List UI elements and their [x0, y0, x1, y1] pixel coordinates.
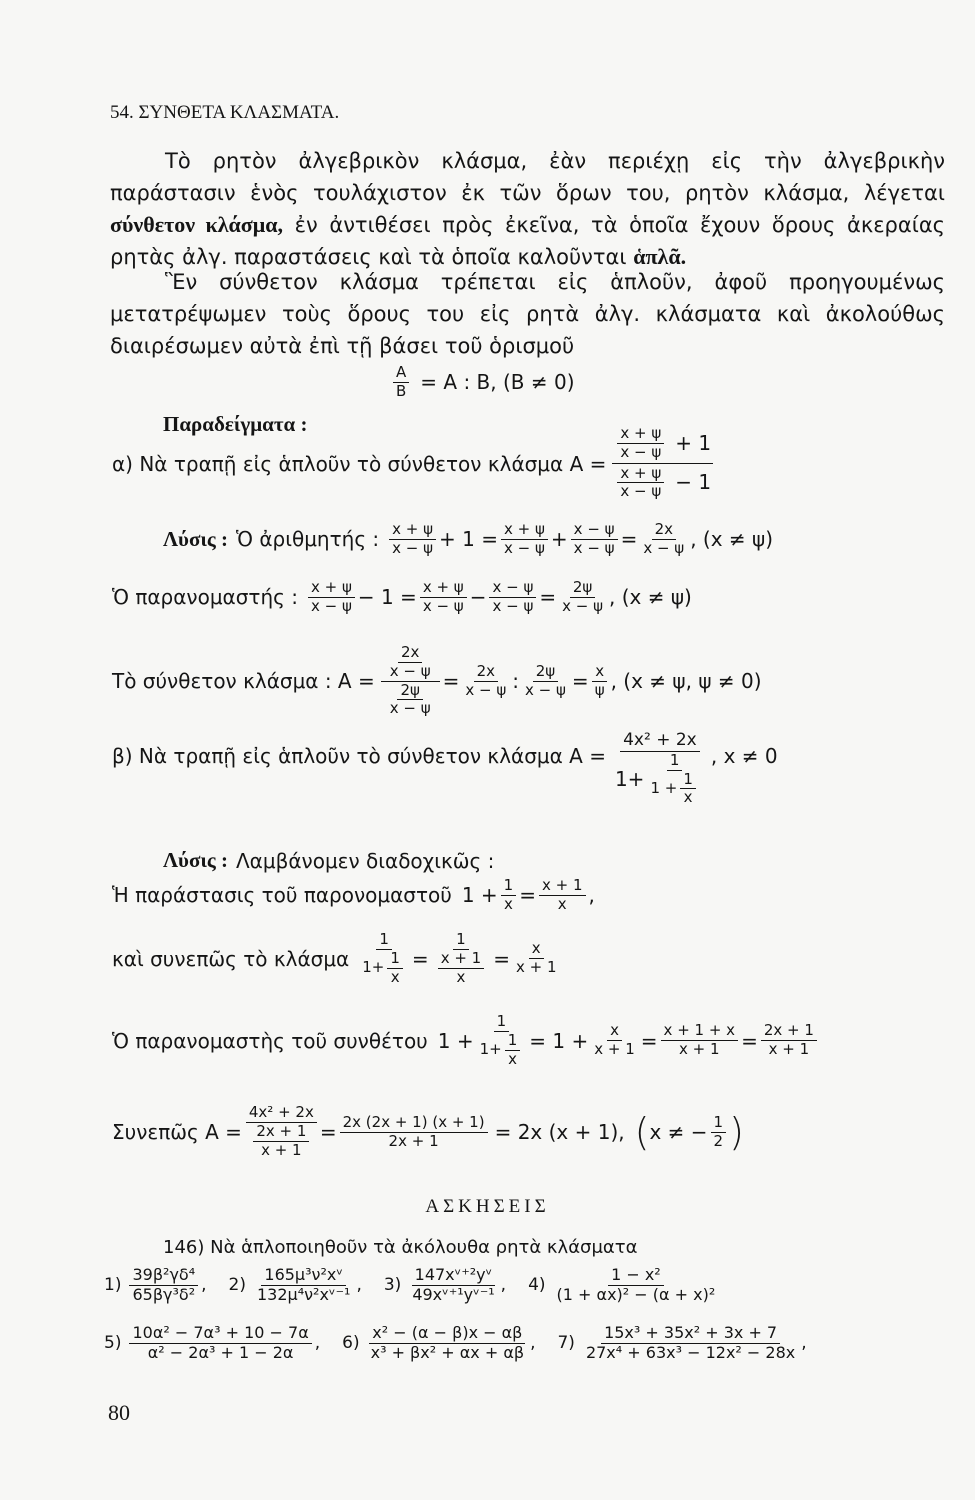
example-b-line-2: καὶ συνεπῶς τὸ κλάσμα 1 1+ $\frac{1}{x}$ = $\frac{1}{\frac{x + 1}{x}}$ = $\frac{x}{x + 1}$: [112, 930, 557, 986]
exercise-denominator: α² − 2α³ + 1 − 2α: [147, 1342, 294, 1362]
intro-paragraph: [110, 145, 945, 273]
example-b-line-4: Συνεπῶς A = $\frac{\text{4x² + 2x}}{\frac{2x + 1}{x + 1}}$ = $\frac{2x (2x + 1) (x + 1)}{2x + 1}$ = 2x (x + 1), ( x ≠ − $\frac{1}{2}$ ): [112, 1103, 744, 1159]
exercise-fraction: [129, 1325, 311, 1362]
term-compound-fraction: σύνθετον κλάσμα,: [110, 212, 284, 237]
exercise-fraction: [583, 1325, 798, 1362]
exercise-denominator: x³ + βx² + αx + αβ: [370, 1342, 525, 1362]
example-a-compound-fraction: $\frac{x + \psi}{x - \psi}$ + 1 $\frac{x + \psi}{x - \psi}$ − 1: [612, 426, 713, 500]
exercises-title: ΑΣΚΗΣΕΙΣ: [425, 1196, 550, 1217]
exercise-row-1: [104, 1267, 721, 1304]
intro-text-2: ἐν ἀντιθέσει πρὸς ἐκεῖνα, τὰ ὁποῖα ἔχουν ὅρους ἀκεραίας ρητὰς ἀλγ. παραστάσεις καὶ τὰ ὁποῖα καλοῦνται: [110, 213, 945, 269]
example-b-statement: β) Νὰ τραπῇ εἰς ἁπλοῦν τὸ σύνθετον κλάσμα A = 4x² + 2x 1+ 1 1 + $\frac{1}{x}$ , x ≠ 0: [112, 730, 778, 807]
examples-label: Παραδείγματα :: [163, 412, 308, 436]
rule-paragraph: Ἓν σύνθετον κλάσμα τρέπεται εἰς ἁπλοῦν, ἀφοῦ προηγουμένως μετατρέψωμεν τοὺς ὅρους του εἰς ρητὰ ἀλγ. κλάσματα καὶ ἀκολούθως διαιρέσωμεν αὐτὰ ἐπὶ τῇ βάσει τοῦ ὁρισμοῦ: [110, 270, 945, 358]
exercise-denominator: 65βγ³δ²: [132, 1284, 196, 1304]
exercise-numerator: 165μ³ν²xᵛ: [261, 1267, 346, 1286]
exercise-denominator: 49xᵛ⁺¹yᵛ⁻¹: [412, 1284, 495, 1304]
exercise-fraction: [368, 1325, 527, 1362]
example-a-numerator-solution: Λύσις : Ὁ ἀριθμητής : $\frac{x + \psi}{x - \psi}$ + 1 = $\frac{x + \psi}{x - \psi}$ + $\frac{x - \psi}{x - \psi}$ = $\frac{2x}{x - \psi}$ , (x ≠ ψ): [163, 520, 774, 557]
exercise-numerator: 1 − x²: [608, 1267, 664, 1286]
example-b-solution-label: Λύσις : Λαμβάνομεν διαδοχικῶς :: [163, 848, 495, 873]
exercise-row-2: [104, 1325, 807, 1362]
exercise-item: 1) $\frac{\text{39β²γδ⁴}}{\text{65βγ³δ²}}$ ,: [104, 1265, 207, 1304]
exercise-numerator: x² − (α − β)x − αβ: [369, 1325, 525, 1344]
condition-parenthesis: ( x ≠ − $\frac{1}{2}$ ): [634, 1110, 744, 1154]
example-b-line-3: Ὁ παρανομαστὴς τοῦ συνθέτου 1 + 1 1+ $\frac{1}{x}$ = 1 + $\frac{x}{x + 1}$ = $\frac{x + 1 + x}{x + 1}$ = $\frac{2x + 1}{x + 1}$: [112, 1014, 820, 1067]
definition-fraction: [393, 365, 409, 400]
exercise-fraction: [254, 1267, 353, 1304]
page-number: 80: [108, 1400, 130, 1425]
exercise-item: 2) $\frac{\text{165μ³ν²xᵛ}}{\text{132μ⁴ν²xᵛ⁻¹}}$ ,: [228, 1265, 362, 1304]
example-b-line-1: Ἡ παράστασις τοῦ παρονομαστοῦ 1 + $\frac{1}{x}$ = $\frac{x + 1}{x}$ ,: [112, 876, 595, 913]
exercise-number: 6): [342, 1333, 360, 1354]
definition-denominator: B: [396, 381, 407, 400]
exercise-number: 1): [104, 1275, 122, 1296]
definition-numerator: A: [393, 365, 409, 383]
exercise-number: 3): [383, 1275, 402, 1296]
exercise-numerator: 15x³ + 35x² + 3x + 7: [601, 1325, 780, 1344]
section-heading: 54. ΣΥΝΘΕΤΑ ΚΛΑΣΜΑΤΑ.: [110, 102, 340, 123]
example-a-compound-result: Τὸ σύνθετον κλάσμα : A = $\frac{\frac{2x}{x - \psi}}{\frac{2\psi}{x - \psi}}$ = $\frac{2x}{x - \psi}$ : $\frac{2\psi}{x - \psi}$ = $\frac{x}{\psi}$ , (x ≠ ψ, ψ ≠ 0): [112, 643, 762, 718]
exercise-fraction: [409, 1267, 497, 1304]
example-b-fraction: 4x² + 2x 1+ 1 1 + $\frac{1}{x}$: [612, 732, 708, 806]
exercise-number: 2): [228, 1275, 246, 1296]
exercise-number: 5): [104, 1333, 122, 1354]
exercise-item: 7) $\frac{\text{15x³ + 35x² + 3x + 7}}{\text{27x⁴ + 63x³ − 12x² − 28x}}$ ,: [557, 1323, 807, 1362]
exercise-numerator: 39β²γδ⁴: [129, 1267, 198, 1286]
example-a-prompt: α) Νὰ τραπῇ εἰς ἁπλοῦν τὸ σύνθετον κλάσμα A =: [112, 452, 607, 476]
exercise-denominator: 27x⁴ + 63x³ − 12x² − 28x: [585, 1342, 796, 1362]
example-b-prompt: β) Νὰ τραπῇ εἰς ἁπλοῦν τὸ σύνθετον κλάσμα A =: [112, 744, 606, 768]
exercise-denominator: 132μ⁴ν²xᵛ⁻¹: [256, 1284, 351, 1304]
example-a-denominator-solution: Ὁ παρανομαστής : $\frac{x + \psi}{x - \psi}$ − 1 = $\frac{x + \psi}{x - \psi}$ − $\frac{x - \psi}{x - \psi}$ = $\frac{2\psi}{x - \psi}$ , (x ≠ ψ): [112, 578, 692, 615]
exercise-number: 4): [528, 1275, 546, 1296]
definition-rest: = A : B, (B ≠ 0): [420, 370, 575, 395]
exercise-fraction: [554, 1267, 719, 1304]
exercise-item: 6) $\frac{\text{x² − (α − β)x − αβ}}{\text{x³ + βx² + αx + αβ}}$ ,: [342, 1323, 536, 1362]
example-a-top-fraction: $\frac{x + \psi}{x - \psi}$: [617, 426, 664, 461]
solution-label: Λύσις :: [163, 526, 228, 551]
exercise-denominator: (1 + αx)² − (α + x)²: [556, 1284, 716, 1304]
exercise-item: 3) $\frac{\text{147xᵛ⁺²yᵛ}}{\text{49xᵛ⁺¹yᵛ⁻¹}}$ ,: [383, 1265, 507, 1304]
term-simple-fractions: ἁπλᾶ.: [633, 244, 687, 269]
exercise-fraction: [129, 1267, 198, 1304]
example-a-bottom-fraction: $\frac{x + \psi}{x - \psi}$: [617, 466, 664, 501]
exercise-numerator: 147xᵛ⁺²yᵛ: [412, 1267, 496, 1286]
exercise-item: 5) $\frac{\text{10α² − 7α³ + 10 − 7α}}{\text{α² − 2α³ + 1 − 2α}}$ ,: [104, 1323, 321, 1362]
exercise-number: 7): [557, 1333, 575, 1354]
definition-formula: [390, 365, 575, 400]
example-a-statement: [112, 412, 716, 514]
intro-text-1: Τὸ ρητὸν ἀλγεβρικὸν κλάσμα, ἐὰν περιέχῃ εἰς τὴν ἀλγεβρικὴν παράστασιν ἑνὸς τουλάχιστον ἐκ τῶν ὅρων του, ρητὸν κλάσμα, λέγεται: [110, 149, 945, 205]
exercises-intro: 146) Νὰ ἁπλοποιηθοῦν τὰ ἀκόλουθα ρητὰ κλάσματα: [163, 1237, 638, 1258]
exercise-item: [528, 1267, 721, 1304]
exercise-numerator: 10α² − 7α³ + 10 − 7α: [129, 1325, 311, 1344]
